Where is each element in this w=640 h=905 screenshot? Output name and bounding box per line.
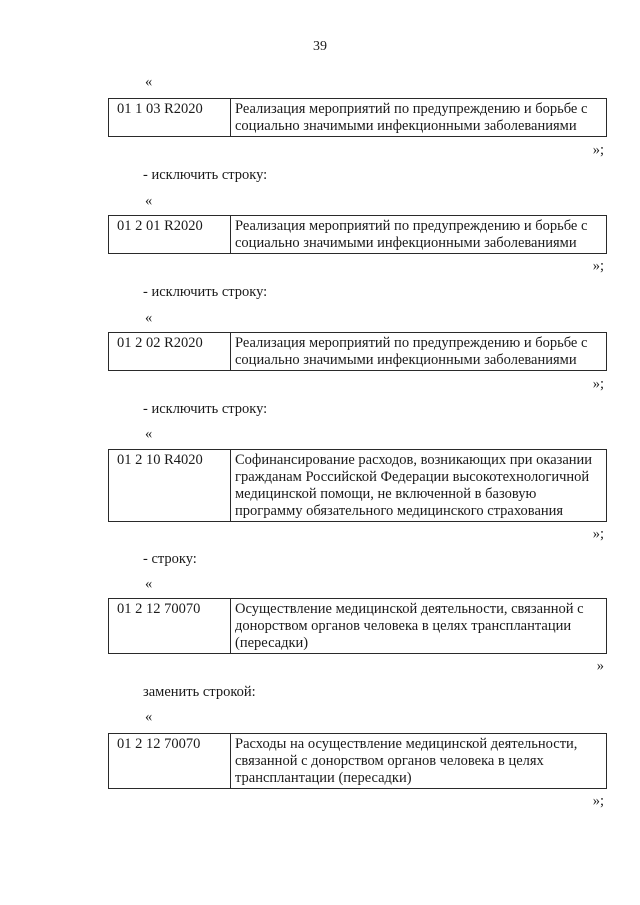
table-row <box>109 734 607 789</box>
closing-quote: »; <box>592 526 604 542</box>
closing-quote: » <box>596 658 604 674</box>
amendment-instruction: заменить строкой: <box>143 684 256 700</box>
amendment-instruction: - исключить строку: <box>143 284 268 300</box>
budget-code: 01 1 03 R2020 <box>109 99 231 137</box>
table-row <box>109 333 607 371</box>
opening-quote: « <box>145 426 153 442</box>
code-row-table <box>108 98 607 137</box>
budget-code: 01 2 01 R2020 <box>109 216 231 254</box>
opening-quote: « <box>145 74 153 90</box>
code-row-table <box>108 733 607 789</box>
table-row <box>109 599 607 654</box>
table-row <box>109 450 607 522</box>
code-row-table <box>108 332 607 371</box>
expense-description: Расходы на осуществление медицинской деятельности, связанной с донорством органов человека в целях трансплантации (пересадки) <box>231 734 607 789</box>
opening-quote: « <box>145 310 153 326</box>
closing-quote: »; <box>592 793 604 809</box>
closing-quote: »; <box>592 258 604 274</box>
budget-code: 01 2 12 70070 <box>109 599 231 654</box>
amendment-instruction: - исключить строку: <box>143 401 268 417</box>
expense-description: Осуществление медицинской деятельности, связанной с донорством органов человека в целях трансплантации (пересадки) <box>231 599 607 654</box>
opening-quote: « <box>145 576 153 592</box>
code-row-table <box>108 449 607 522</box>
table-row <box>109 99 607 137</box>
page-number: 39 <box>313 39 327 54</box>
expense-description: Реализация мероприятий по предупреждению и борьбе с социально значимыми инфекционными заболеваниями <box>231 333 607 371</box>
expense-description: Софинансирование расходов, возникающих при оказании гражданам Российской Федерации высокотехнологичной медицинской помощи, не включенной в базовую программу обязательного медицинского страхования <box>231 450 607 522</box>
budget-code: 01 2 12 70070 <box>109 734 231 789</box>
budget-code: 01 2 02 R2020 <box>109 333 231 371</box>
opening-quote: « <box>145 709 153 725</box>
table-row <box>109 216 607 254</box>
budget-code: 01 2 10 R4020 <box>109 450 231 522</box>
opening-quote: « <box>145 193 153 209</box>
amendment-instruction: - строку: <box>143 551 197 567</box>
closing-quote: »; <box>592 142 604 158</box>
amendment-instruction: - исключить строку: <box>143 167 268 183</box>
expense-description: Реализация мероприятий по предупреждению и борьбе с социально значимыми инфекционными заболеваниями <box>231 216 607 254</box>
code-row-table <box>108 215 607 254</box>
code-row-table <box>108 598 607 654</box>
closing-quote: »; <box>592 376 604 392</box>
expense-description: Реализация мероприятий по предупреждению и борьбе с социально значимыми инфекционными заболеваниями <box>231 99 607 137</box>
